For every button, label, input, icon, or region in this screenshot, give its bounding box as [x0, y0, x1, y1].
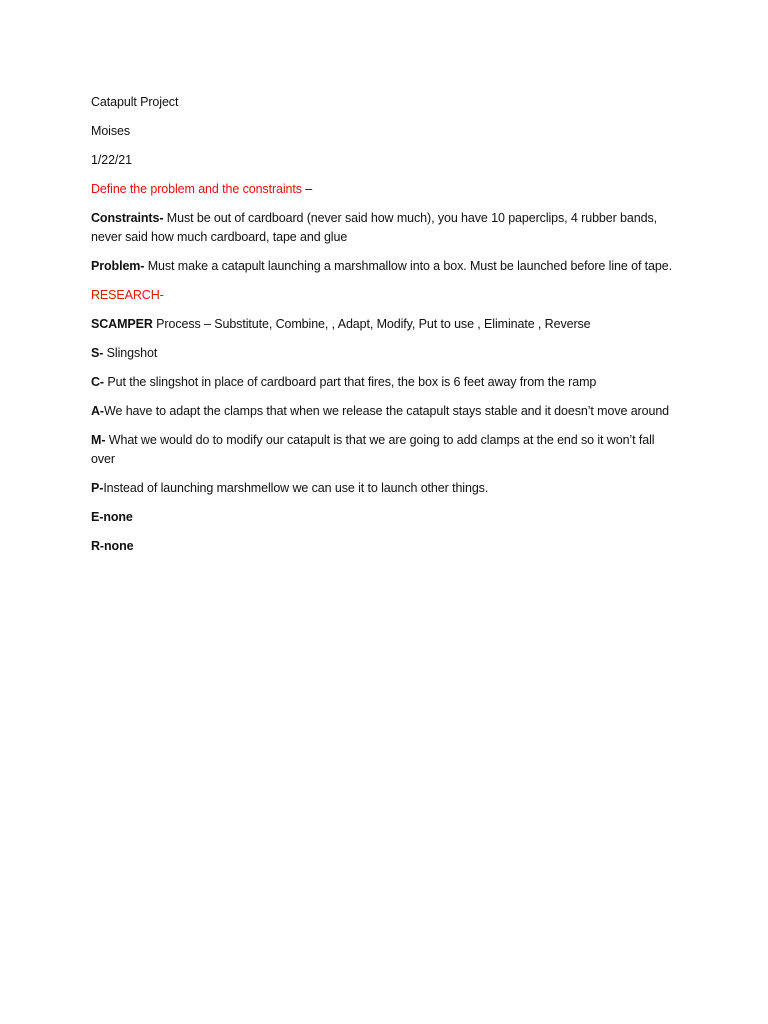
s-item-text: Slingshot	[103, 346, 158, 360]
scamper-m-item	[91, 431, 681, 469]
e-item-label: E-	[91, 510, 104, 524]
research-heading: RESEARCH-	[91, 288, 164, 302]
r-item-text: none	[104, 539, 134, 553]
scamper-c-item	[91, 373, 681, 392]
constraints-label: Constraints-	[91, 211, 164, 225]
scamper-paragraph	[91, 315, 681, 334]
scamper-a-item	[91, 402, 681, 421]
document-title: Catapult Project	[91, 95, 179, 109]
document-body	[91, 93, 681, 566]
a-item-label: A-	[91, 404, 104, 418]
scamper-s-item	[91, 344, 681, 363]
p-item-label: P-	[91, 481, 104, 495]
scamper-r-item	[91, 537, 681, 556]
scamper-p-item	[91, 479, 681, 498]
e-item-text: none	[103, 510, 133, 524]
scamper-text: Process – Substitute, Combine, , Adapt, Modify, Put to use , Eliminate , Reverse	[152, 317, 591, 331]
a-item-text: We have to adapt the clamps that when we release the catapult stays stable and it doesn’t move around	[104, 404, 670, 418]
problem-label: Problem-	[91, 259, 145, 273]
s-item-label: S-	[91, 346, 104, 360]
problem-paragraph	[91, 257, 681, 276]
problem-text: Must make a catapult launching a marshmallow into a box. Must be launched before line of tape.	[144, 259, 672, 273]
define-heading	[91, 180, 681, 199]
author-name: Moises	[91, 124, 130, 138]
define-heading-text: Define the problem and the constraints	[91, 182, 302, 196]
define-heading-dash: –	[301, 182, 313, 196]
constraints-paragraph	[91, 209, 681, 247]
scamper-label: SCAMPER	[91, 317, 153, 331]
c-item-text: Put the slingshot in place of cardboard part that fires, the box is 6 feet away from the ramp	[104, 375, 597, 389]
constraints-text: Must be out of cardboard (never said how much), you have 10 paperclips, 4 rubber bands, never said how much cardboard, tape and glue	[91, 211, 657, 244]
m-item-text: What we would do to modify our catapult is that we are going to add clamps at the end so it won’t fall over	[91, 433, 655, 466]
scamper-e-item	[91, 508, 681, 527]
document-date: 1/22/21	[91, 153, 133, 167]
r-item-label: R-	[91, 539, 104, 553]
p-item-text: Instead of launching marshmellow we can use it to launch other things.	[103, 481, 489, 495]
m-item-label: M-	[91, 433, 106, 447]
c-item-label: C-	[91, 375, 104, 389]
